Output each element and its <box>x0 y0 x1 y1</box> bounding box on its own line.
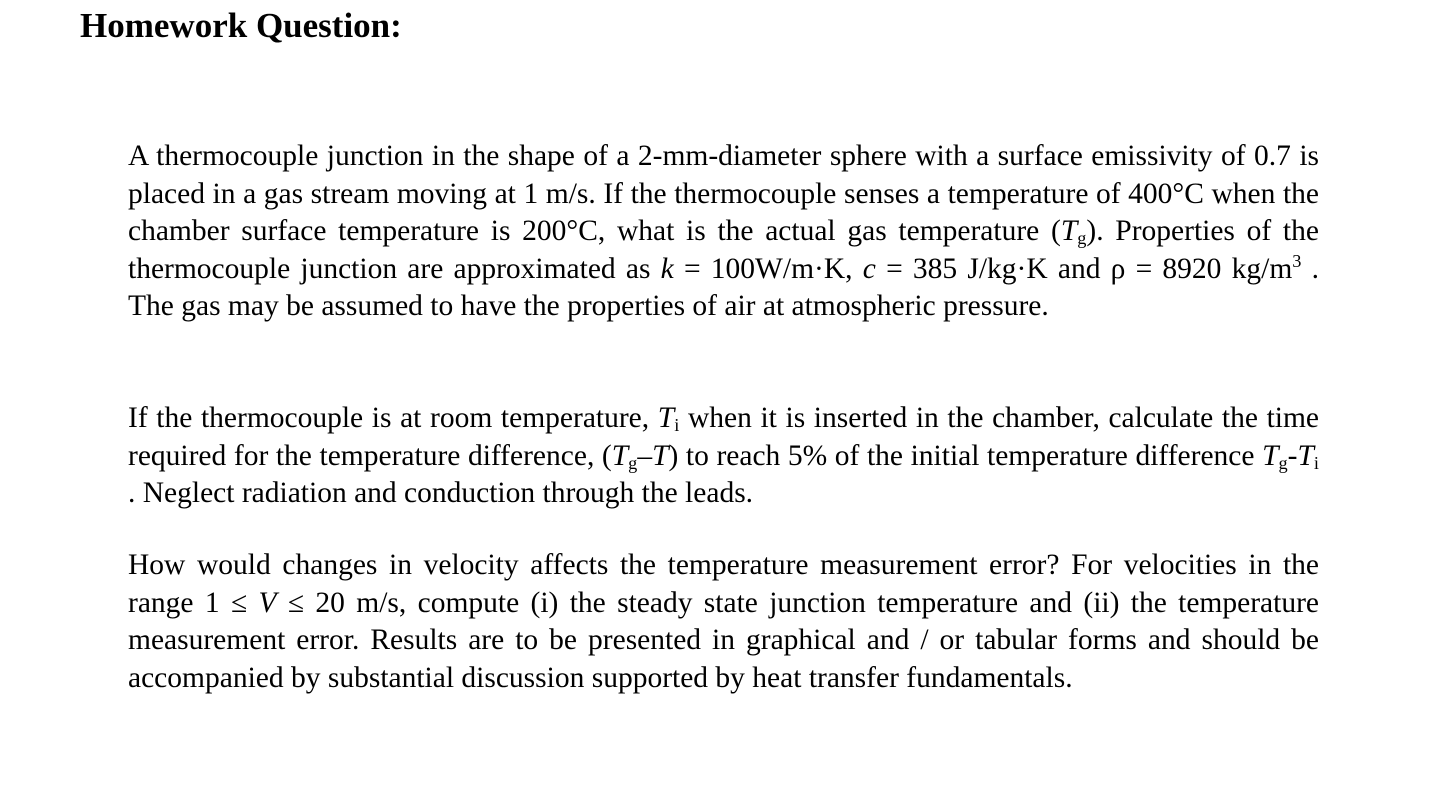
problem-paragraph-2 <box>128 400 1319 513</box>
problem-paragraph-3 <box>128 547 1319 697</box>
p1-text-3: = 100W/m·K, <box>673 252 863 285</box>
p3-text-2: ≤ 20 m/s, compute (i) the steady state junction temperature and (ii) the temperature measurement error. Results are to be presented in graphical and / or tabular forms and should be accompanied by substantial discussion supported by heat transfer fundamentals. <box>128 586 1320 694</box>
p2-subscript-g: g <box>628 452 638 473</box>
p2-text-3: ) to reach 5% of the initial temperature difference <box>668 439 1263 472</box>
p2-text-4: . Neglect radiation and conduction through the leads. <box>128 477 754 509</box>
p1-text-5: . The gas may be assumed to have the properties of air at atmospheric pressure. <box>128 252 1319 322</box>
p2-symbol-t: T <box>652 439 669 472</box>
p1-text-4: = 385 J/kg·K and ρ = 8920 kg/m <box>875 252 1293 285</box>
problem-paragraph-1 <box>128 138 1319 326</box>
p2-subscript-i-2: i <box>1313 452 1319 473</box>
p1-subscript-g: g <box>1077 228 1087 249</box>
homework-heading: Homework Question: <box>80 6 402 45</box>
p2-text-1: If the thermocouple is at room temperature, <box>128 402 658 434</box>
p1-symbol-k: k <box>660 252 674 285</box>
p2-minus: - <box>1287 439 1298 472</box>
p2-symbol-ti-2: T <box>1297 439 1314 472</box>
p2-symbol-tg-2: T <box>1262 439 1279 472</box>
p2-symbol-ti: T <box>657 402 675 434</box>
p2-text-2: when it is inserted in the chamber, calculate the time required for the temperature difference, ( <box>128 402 1320 472</box>
p1-text-2: ). Properties of the thermocouple junction are approximated as <box>128 215 1319 285</box>
p1-symbol-tg: T <box>1060 215 1078 247</box>
p2-symbol-tg: T <box>611 439 629 472</box>
p2-subscript-i: i <box>674 415 680 436</box>
p3-symbol-v: V <box>258 586 277 619</box>
p3-text-1: How would changes in velocity affects the temperature measurement error? For velocities in the range 1 ≤ <box>128 549 1319 619</box>
p1-superscript-3: 3 <box>1292 250 1302 271</box>
p1-symbol-c: c <box>862 252 876 285</box>
p2-dash: – <box>637 439 653 472</box>
p2-subscript-g-2: g <box>1278 452 1288 473</box>
p1-text-1: A thermocouple junction in the shape of a 2-mm-diameter sphere with a surface emissivity of 0.7 is placed in a gas stream moving at 1 m/s. If the thermocouple senses a temperature of 400°C when the chamber surface temperature is 200°C, what is the actual gas temperature ( <box>128 140 1319 247</box>
